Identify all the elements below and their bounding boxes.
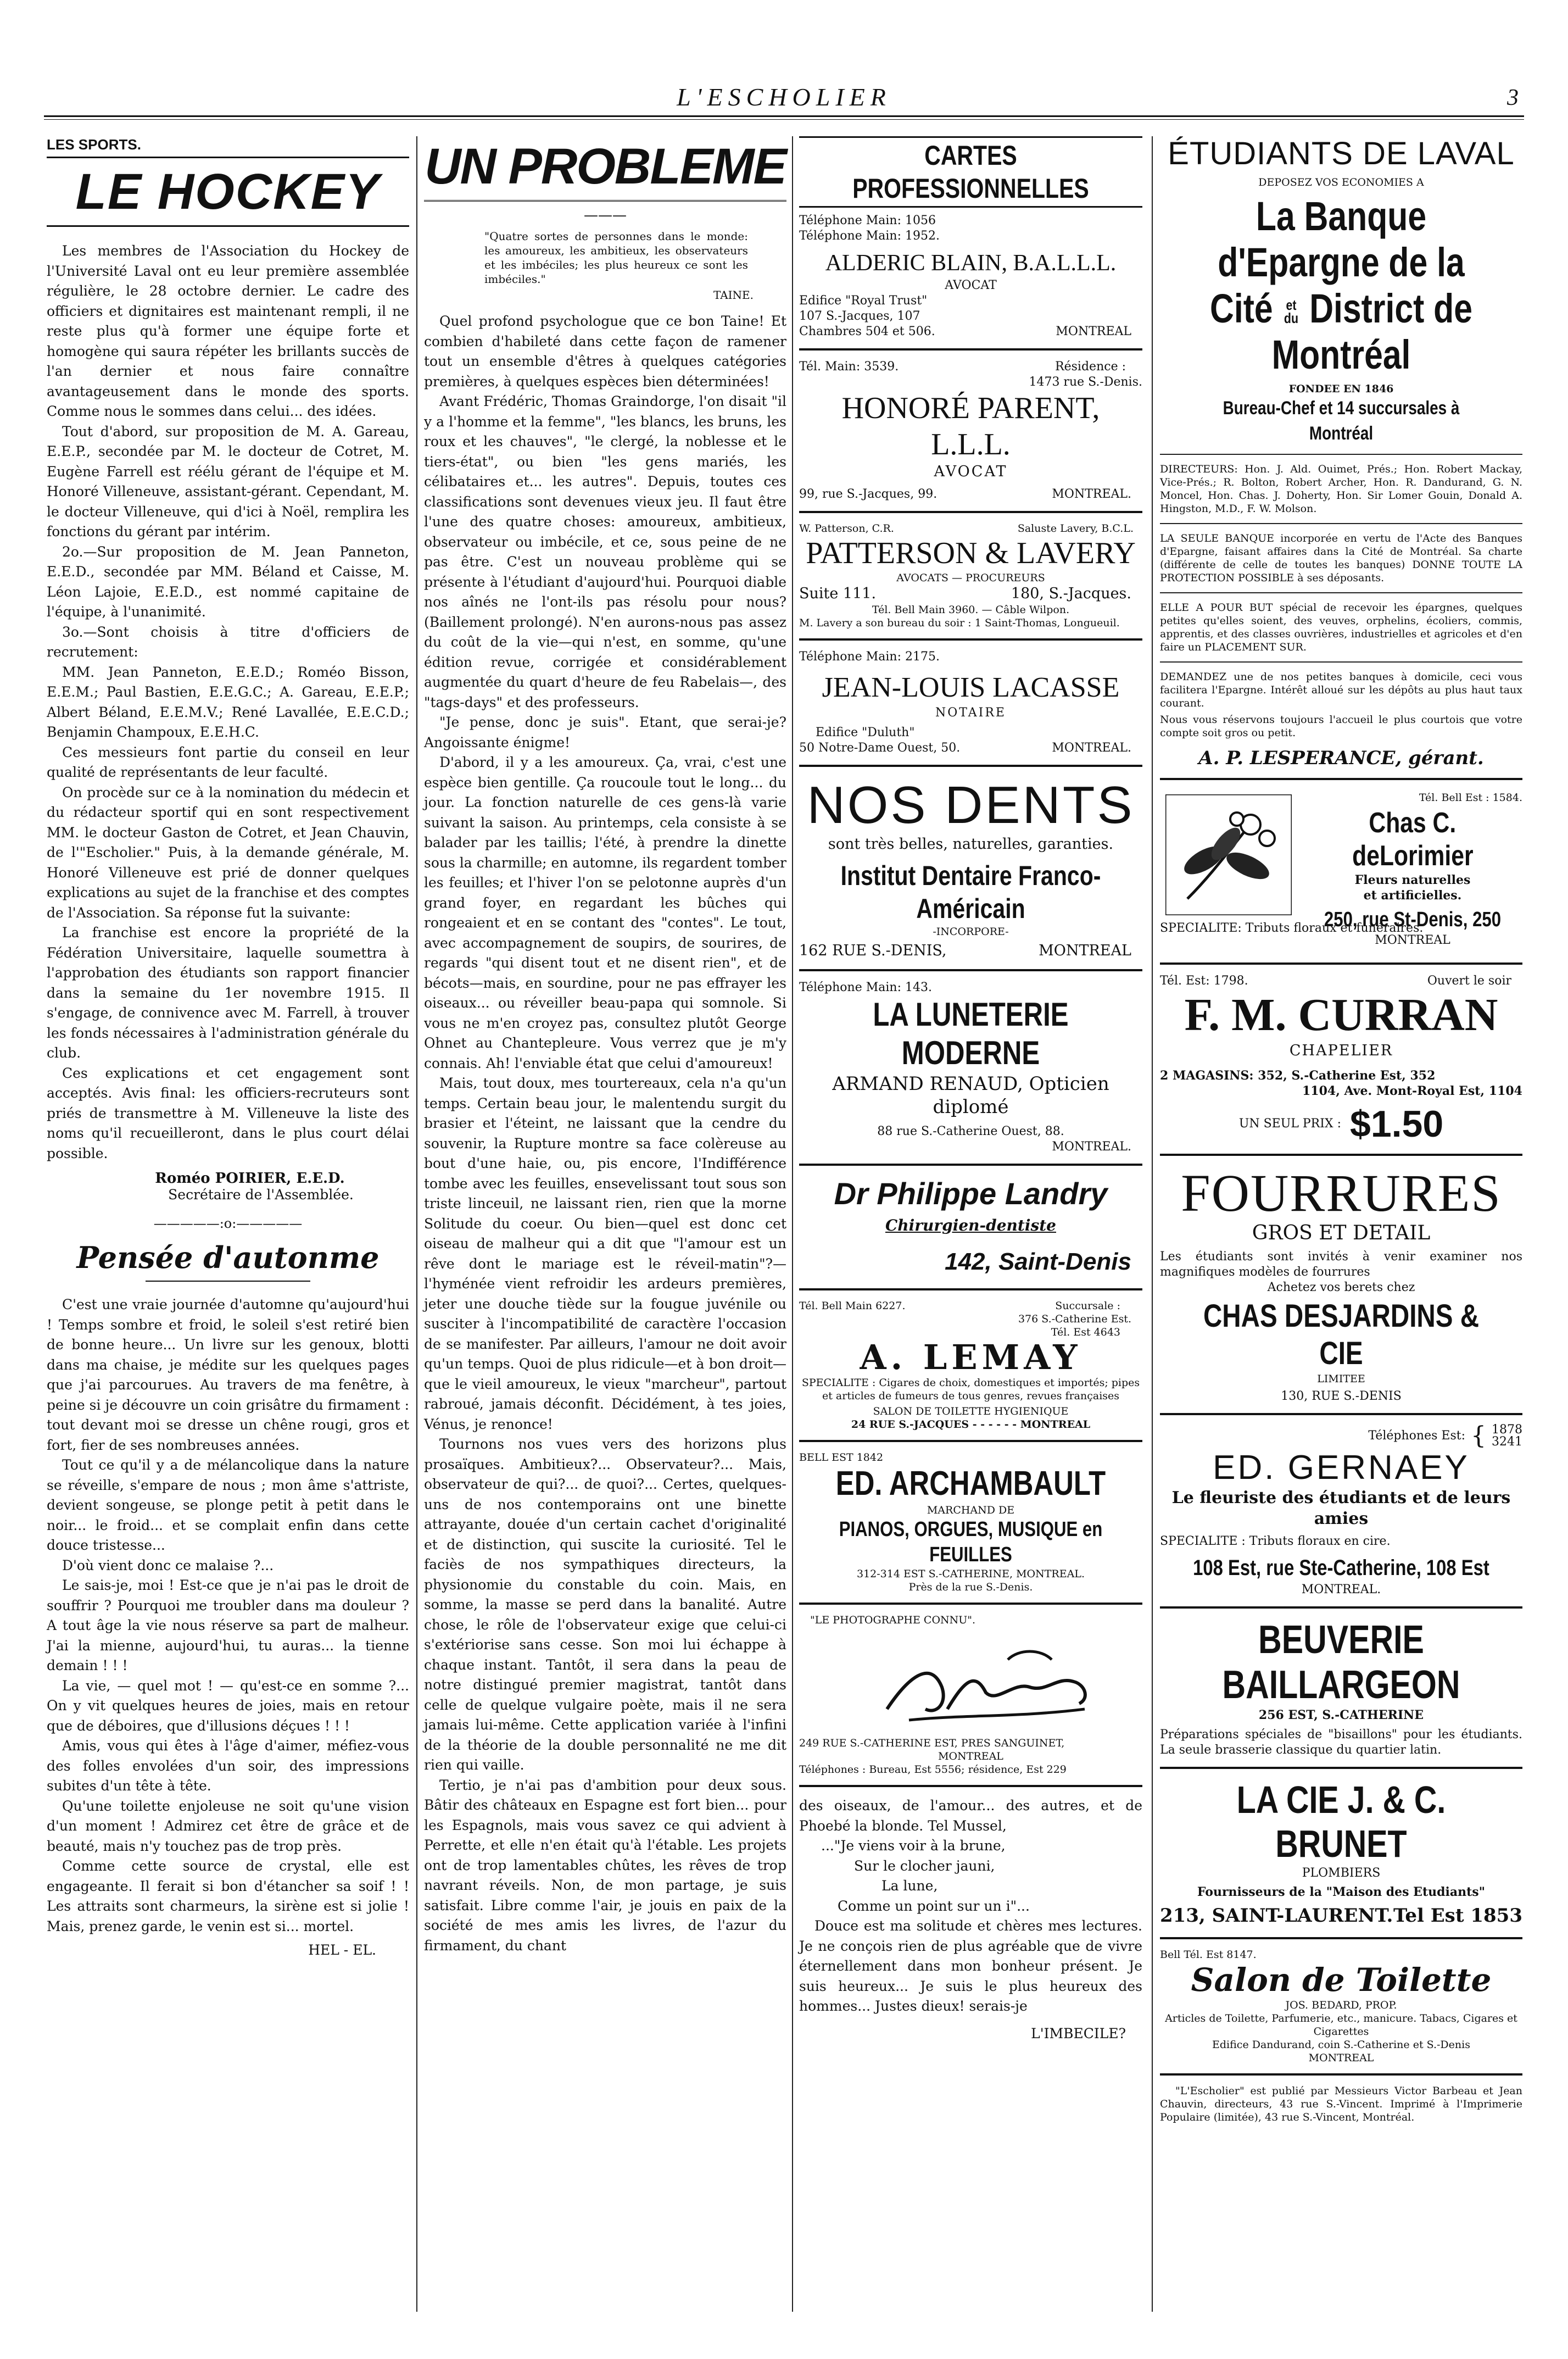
divider xyxy=(1160,778,1522,780)
divider xyxy=(799,1164,1142,1166)
ad-partner: W. Patterson, C.R. xyxy=(799,522,894,535)
ad-hours: Ouvert le soir xyxy=(1427,974,1511,988)
ad-tagline: "LE PHOTOGRAPHE CONNU". xyxy=(810,1614,976,1626)
paragraph: Tout ce qu'il y a de mélancolique dans la nature se réveille, s'empare de nous ; mon âme s'attriste, devient songeuse, se plonge petit à petit dans le noir... le froid... et se complait enfin dans cette douce tristesse... xyxy=(47,1457,409,1553)
ad-price-label: UN SEUL PRIX : xyxy=(1238,1117,1341,1131)
ad-address: 99, rue S.-Jacques, 99. xyxy=(799,487,938,501)
paragraph: Avant Frédéric, Thomas Graindorge, l'on disait "il y a l'homme et la femme", "les blancs, les bruns, les roux et les chauves", "le clergé, la noblesse et le tiers-état", ou bien "les gens mariés, les célibataires et... les autres". Depuis, toutes ces classifications sont devenues vieux jeu. Il faut être l'une des quatre choses: amoureux, ambitieux, observateur ou imbécile, et ce, sous peine de ne pas être. C'est un nouveau problème qui se présente à l'étudiant d'aujourd'hui. Pourquoi diable nos aînés ne l'ont-ils pas résolu pour nous? (Baillement prolongé). N'en aurons-nous pas assez du coût de la vie—qui n'est, en somme, qu'une édition revue, corrigée et considérablement augmentée du quart d'heure de feu Rabelais—, des "tags-days" et des professeurs. xyxy=(424,393,786,710)
ad-city: MONTREAL. xyxy=(1052,1140,1131,1154)
paragraph: La franchise est encore la propriété de la Fédération Universitaire, laquelle soumettra à l'approbation des étudiants son rapport financier dans la semaine du 1er novembre 1915. Il s'engage, de connivence avec M. Farrell, à trouver les fonds nécessaires à l'administration générale du club. xyxy=(47,925,409,1061)
poem-title: Pensée d'autonme xyxy=(76,1240,380,1275)
column-divider xyxy=(416,136,417,2312)
ad-phone: BELL EST 1842 xyxy=(799,1451,884,1464)
ad-dents xyxy=(799,776,1142,960)
divider xyxy=(1160,454,1522,455)
ad-text: Les étudiants sont invités à venir examiner nos magnifiques modèles de fourrures xyxy=(1160,1250,1522,1279)
signature-role: Secrétaire de l'Assemblée. xyxy=(168,1187,354,1203)
ad-address: 24 RUE S.-JACQUES - - - - - - MONTREAL xyxy=(851,1418,1091,1431)
paragraph: Tertio, je n'ai pas d'ambition pour deux sous. Bâtir des châteaux en Espagne est fort bien... pour les Espagnols, mais vous savez ce qui advient à Perrette, et elle n'en était qu'à l'étable. Les projets ont de trop lamentables chûtes, les rêves de trop navrant réveils. Non, de mon partage, je suis satisfait. Libre comme l'air, je jouis en paix de la société de mes amis les livres, de l'azur du firmament, du chant xyxy=(424,1777,786,1954)
ad-city: MONTREAL xyxy=(1039,942,1131,959)
ad-city: MONTREAL. xyxy=(1301,1583,1381,1596)
column-sports xyxy=(47,136,409,1958)
ad-name: Dr Philippe Landry xyxy=(834,1176,1108,1211)
column-divider xyxy=(1152,136,1153,2312)
ad-name: PATTERSON & LAVERY xyxy=(806,536,1136,570)
ad-city: MONTREAL xyxy=(938,1750,1003,1762)
ad-phone: Tél. Bell Est : 1584. xyxy=(1419,792,1522,804)
column-divider xyxy=(792,136,793,2312)
ad-branch-phone: Tél. Est 4643 xyxy=(1051,1326,1120,1338)
ad-phone-label: Téléphones Est: xyxy=(1368,1429,1465,1443)
paragraph: des oiseaux, de l'amour... des autres, et de Phoebé la blonde. Tel Mussel, xyxy=(799,1798,1142,1834)
ad-specialty: SPECIALITE: Tributs floraux et funéraires. xyxy=(1160,921,1424,935)
paragraph: C'est une vraie journée d'automne qu'aujourd'hui ! Temps sombre et froid, le soleil s'est retiré bien de bonne heure... Un livre sur les genoux, blotti dans ma chaise, je médite sur les quelques pages que j'ai parcourues. Au travers de ma fenêtre, à peine si je découvre un coin grisâtre du firmament : tout devant moi se dresse un chêne rougi, gros et fort, fier de ses nombreuses années. xyxy=(47,1297,409,1453)
ad-building: Edifice "Royal Trust" xyxy=(799,294,928,308)
ad-patterson xyxy=(799,522,1142,630)
ad-phone: Téléphone Main: 1952. xyxy=(799,229,940,243)
verse-line: Comme un point sur un i"... xyxy=(838,1898,1030,1914)
ad-phone: Tel Est 1853 xyxy=(1393,1905,1522,1927)
paragraph: Comme cette source de crystal, elle est engageante. Il ferait si bon d'étancher sa soif ! ! Les attraits sont charmeurs, la sirène est si jolie ! Mais, prenez garde, le venin est si... mortel. xyxy=(47,1858,409,1934)
ad-institute: Institut Dentaire Franco-Américain xyxy=(840,860,1101,924)
ad-name: LA CIE J. & C. BRUNET xyxy=(1236,1778,1446,1865)
bank-name-line1: La Banque d'Epargne de la xyxy=(1218,193,1465,285)
ad-address: 50 Notre-Dame Ouest, 50. xyxy=(799,741,961,755)
ad-curran xyxy=(1160,973,1522,1145)
divider xyxy=(146,1281,310,1282)
ad-lorimier xyxy=(1160,789,1522,954)
ad-city: MONTREAL xyxy=(1375,933,1450,947)
paragraph: Ces explications et cet engagement sont acceptés. Avis final: les officiers-recruteurs sont priés de transmettre à M. Villeneuve la liste des noms qu'il recueilleront, dans le plus court délai possible. xyxy=(47,1065,409,1161)
column-ads-right xyxy=(1160,136,1522,2124)
ad-lunetterie xyxy=(799,980,1142,1155)
ad-name: F. M. CURRAN xyxy=(1184,989,1498,1041)
ad-building: Edifice Dandurand, coin S.-Catherine et S.-Denis xyxy=(1212,2039,1470,2051)
ad-shop: 2 MAGASINS: 352, S.-Catherine Est, 352 xyxy=(1160,1069,1436,1083)
ad-address: 130, RUE S.-DENIS xyxy=(1281,1389,1402,1403)
ad-gernaey: Téléphones Est: { 1878 3241 ED. GERNAEY Le fleuriste des étudiants et de leurs amies SPECIALITE : Tributs floraux en cire. 108 Est, rue Ste-Catherine, 108 Est MONTREAL. xyxy=(1160,1422,1522,1596)
ad-name: JEAN-LOUIS LACASSE xyxy=(822,672,1120,703)
bank-notice: LA SEULE BANQUE incorporée en vertu de l'Acte des Banques d'Epargne, faisant affaires dans la Cité de Montréal. Sa charte (différente de celle de toutes les banques) DONNE TOUTE LA PROTECTION POSSIBLE à ses déposants. xyxy=(1160,532,1522,584)
bank-name-district: District de Montréal xyxy=(1271,286,1472,377)
ad-residence-label: Résidence : xyxy=(1055,360,1126,374)
ad-city: MONTREAL xyxy=(1056,325,1131,338)
divider xyxy=(1160,523,1522,524)
paragraph: Quel profond psychologue que ce bon Taine! Et combien d'habileté dans cette façon de ramener tout un ensemble d'êtres à quelques catégories premières, à quelques espèces bien déterminées! xyxy=(424,313,786,390)
article-body xyxy=(47,241,409,1164)
ad-blain xyxy=(799,213,1142,340)
ad-price: $1.50 xyxy=(1350,1103,1444,1145)
bank-demandez: DEMANDEZ une de nos petites banques à domicile, ceci vous facilitera l'Epargne. Intérêt alloué sur les dépôts au plus haut taux courant. xyxy=(1160,671,1522,709)
paragraph: Tout d'abord, sur proposition de M. A. Gareau, E.E.P., secondée par M. le docteur de Cotret, M. Eugène Farrell est réélu gérant de l'équipe et M. Honoré Villeneuve, assistant-gérant. Cependant, M. le docteur Villeneuve, qui d'ici à Noël, remplira les fonctions du gérant par intérim. xyxy=(47,423,409,539)
ad-subline: GROS ET DETAIL xyxy=(1252,1222,1431,1244)
paragraph: Qu'une toilette enjoleuse ne soit qu'une vision d'un moment ! Admirez cet être de grâce et de beauté, mais n'y touchez pas de trop près. xyxy=(47,1798,409,1854)
ad-name: Salon de Toilette xyxy=(1191,1961,1492,1999)
paragraph: MM. Jean Panneton, E.E.D.; Roméo Bisson, E.E.M.; Paul Bastien, E.E.G.C.; A. Gareau, E.E.P.; Albert Béland, E.E.M.V.; René Lavallée, E.E.C.D.; Benjamin Champoux, E.E.H.C. xyxy=(47,664,409,740)
ad-city: MONTREAL. xyxy=(1052,741,1131,755)
divider xyxy=(1160,1413,1522,1415)
paragraph: On procède sur ce à la nomination du médecin et du rédacteur sportif qui en sont respectivement MM. le docteur Gaston de Cotret, et Jean Chauvin, de l'"Escholier." Puis, à la demande générale, M. Honoré Villeneuve est prié de donner quelques explications au sujet de la franchise et des comptes de l'Association. Sa réponse fut la suivante: xyxy=(47,784,409,921)
paragraph: 2o.—Sur proposition de M. Jean Panneton, E.E.D., secondée par MM. Béland et Caisse, M. Léon Lajoie, E.E.D., est nommé capitaine de l'équipe, à l'unanimité. xyxy=(47,543,409,620)
bank-branches: Bureau-Chef et 14 succursales à Montréal xyxy=(1223,398,1460,444)
ad-phone: Tél. Bell Main 3960. — Câble Wilpon. xyxy=(872,604,1070,616)
paragraph: "Je pense, donc je suis". Etant, que serai-je? Angoissante énigme! xyxy=(424,714,786,750)
ad-role: AVOCAT xyxy=(945,279,997,292)
page-number: 3 xyxy=(1507,85,1519,110)
ad-phone-number: 3241 xyxy=(1492,1435,1522,1449)
verse-line: Sur le clocher jauni, xyxy=(854,1857,995,1874)
divider xyxy=(799,1603,1142,1605)
article-signature: L'IMBECILE? xyxy=(1031,2025,1126,2041)
ad-rooms: Chambres 504 et 506. xyxy=(799,325,935,338)
ad-building: Edifice "Duluth" xyxy=(816,726,915,739)
ad-role: AVOCAT xyxy=(934,463,1008,480)
ad-address: 107 S.-Jacques, 107 xyxy=(799,309,920,323)
ad-suite: Suite 111. xyxy=(799,585,877,602)
divider xyxy=(1160,962,1522,965)
verse-line: La lune, xyxy=(881,1878,938,1894)
paragraph: Douce est ma solitude et chères mes lectures. Je ne conçois rien de plus agréable que de vivre éternellement dans mon bonheur présent. Je suis heureux... Je suis le plus heureux des hommes... Justes dieux! serais-je xyxy=(799,1918,1142,2014)
ad-supplier: Fournisseurs de la "Maison des Etudiants" xyxy=(1197,1885,1486,1899)
ad-address: 162 RUE S.-DENIS, xyxy=(799,942,947,959)
masthead-title: L'ESCHOLIER xyxy=(677,83,891,111)
ad-name-part: Chas C. xyxy=(1369,807,1457,839)
ad-headline: FOURRURES xyxy=(1181,1164,1502,1222)
epigraph-source: TAINE. xyxy=(713,288,754,302)
divider xyxy=(799,1440,1142,1442)
ad-address: 249 RUE S.-CATHERINE EST, PRES SANGUINET, xyxy=(799,1737,1065,1749)
ad-fourrures xyxy=(1160,1165,1522,1404)
ad-residence: 1473 rue S.-Denis. xyxy=(1029,375,1142,389)
ad-specialty: SPECIALITE : Cigares de choix, domestiques et importés; pipes et articles de fumeurs de tous genres, revues françaises xyxy=(801,1377,1140,1402)
divider xyxy=(1160,1767,1522,1769)
bank-name-conj: et du xyxy=(1284,297,1298,327)
divider xyxy=(799,638,1142,641)
verse-line: ..."Je viens voir à la brune, xyxy=(821,1838,1006,1854)
article-body xyxy=(424,311,786,1956)
section-label: LES SPORTS. xyxy=(47,136,141,153)
ad-branch-label: Succursale : xyxy=(1055,1300,1120,1312)
ad-role: NOTAIRE xyxy=(935,706,1006,720)
poem-body xyxy=(47,1295,409,1937)
ad-text: Préparations spéciales de "bisaillons" pour les étudiants. La seule brasserie classique du quartier latin. xyxy=(1160,1728,1522,1757)
ad-lacasse xyxy=(799,649,1142,756)
ad-line: et artificielles. xyxy=(1363,888,1462,903)
ad-headline: ÉTUDIANTS DE LAVAL xyxy=(1168,136,1515,171)
paragraph: Amis, vous qui êtes à l'âge d'aimer, méfiez-vous des folles envolées d'un soir, des impressions subites d'un tête à tête. xyxy=(47,1738,409,1794)
ad-name: A. LEMAY xyxy=(860,1337,1082,1377)
ad-dumas xyxy=(799,1614,1142,1776)
ad-name: LA LUNETERIE MODERNE xyxy=(873,996,1069,1071)
ad-phone: Téléphone Main: 2175. xyxy=(799,650,940,664)
ad-beuverie xyxy=(1160,1617,1522,1758)
ad-phone: Téléphones : Bureau, Est 5556; résidence, Est 229 xyxy=(799,1763,1067,1776)
ad-ltd: LIMITEE xyxy=(1317,1373,1365,1385)
ad-address: 256 EST, S.-CATHERINE xyxy=(1258,1708,1424,1722)
ad-name: ALDERIC BLAIN, B.A.L.L.L. xyxy=(825,251,1117,276)
ad-subline: DEPOSEZ VOS ECONOMIES A xyxy=(1258,176,1424,188)
divider xyxy=(799,1785,1142,1787)
ad-phone: Tél. Main: 3539. xyxy=(799,360,899,374)
ad-branch-address: 376 S.-Catherine Est. xyxy=(1018,1313,1131,1325)
bank-purpose: ELLE A POUR BUT spécial de recevoir les épargnes, quelques petites qu'elles soient, des veuves, orphelins, écoliers, commis, apprentis, et des classes ouvrières, industrielles et agricoles et d'en faire un PLACEMENT SUR. xyxy=(1160,602,1522,653)
bank-directors: DIRECTEURS: Hon. J. Ald. Ouimet, Prés.; Hon. Robert Mackay, Vice-Prés.; R. Bolton, Robert Archer, Hon. R. Dandurand, G. N. Moncel, Hon. Chas. J. Doherty, Hon. Sir Lomer Gouin, Donald A. Hingston, M.D., F. W. Molson. xyxy=(1160,463,1522,515)
ad-city: MONTREAL. xyxy=(1052,487,1131,501)
ad-city: MONTREAL xyxy=(1308,2052,1374,2064)
cartes-header xyxy=(799,136,1142,208)
divider xyxy=(1160,661,1522,663)
ad-salon xyxy=(1160,1948,1522,2065)
divider xyxy=(799,511,1142,513)
divider xyxy=(1160,592,1522,593)
ad-tagline: Le fleuriste des étudiants et de leurs amies xyxy=(1171,1488,1511,1528)
ad-brunet xyxy=(1160,1778,1522,1928)
ad-role: PLOMBIERS xyxy=(1302,1866,1381,1880)
ad-articles: Articles de Toilette, Parfumerie, etc., manicure. Tabacs, Cigares et Cigarettes xyxy=(1165,2012,1517,2038)
ad-name: HONORÉ PARENT, L.L.L. xyxy=(841,391,1100,461)
divider xyxy=(1160,1606,1522,1609)
ad-text: Achetez vos berets chez xyxy=(1267,1281,1415,1294)
paragraph: D'abord, il y a les amoureux. Ça, vrai, c'est une espèce bien gentille. Ça roucoule tout le long... du jour. La fonction naturelle de ces gens-là varie suivant la saison. Au printemps, cela consiste à se balader par les taillis; l'été, à prendre la dinette sous la charmille; en automne, ils regardent tomber les feuilles; et l'hiver l'on se pelotonne auprès d'un grand foyer, en regardant les bûches qui rongeaient et en se contant des "contes". Le tout, avec accompagnement de soupirs, de sourires, de regards "qui disent tout et ne disent rien", et de bécots—mais, en sourdine, pour ne pas effrayer les oiseaux... ou réveiller beau-papa qui somnole. Si vous ne m'en croyez pas, consultez plutôt George Ohnet au Chantepleure. Vous verrez que je m'y connais. Ah! l'enviable état que celui d'amoureux! xyxy=(424,754,786,1071)
ad-banque-epargne xyxy=(1160,136,1522,769)
paragraph: Les membres de l'Association du Hockey de l'Université Laval ont eu leur première assemblée régulière, le 28 octobre dernier. Le cadre des officiers et dignitaires est maintenant rempli, il ne reste plus qu'à former une équipe forte et homogène qui saura répéter les brillants succès de l'an dernier et nous faire connaître avantageusement dans le monde des sports. Comme nous le sommes dans celui... des idées. xyxy=(47,243,409,419)
column-probleme xyxy=(424,136,786,1956)
ad-address: 88 rue S.-Catherine Ouest, 88. xyxy=(877,1125,1064,1138)
column-cartes xyxy=(799,136,1142,2041)
ad-name: CHAS DESJARDINS & CIE xyxy=(1203,1298,1480,1371)
bank-reservons: Nous vous réservons toujours l'accueil le plus courtois que votre compte soit gros ou petit. xyxy=(1160,714,1522,739)
divider xyxy=(47,157,409,158)
divider xyxy=(799,765,1142,767)
flower-illustration xyxy=(1165,794,1292,915)
paragraph: Mais, tout doux, mes tourtereaux, cela n'a qu'un temps. Certain beau jour, le malentendu surgit du brasier et l'éteint, ne laissant que la cendre du souvenir, la Rupture montre sa face colèreuse au bout d'une haie, ou, pis encore, l'Indifférence tombe avec les feuilles, ensevelissant tout sous son triste linceuil, ne laissant rien, rien que la morne Solitude du coeur. Ou bien—quel est donc cet oiseau de malheur qui a dit que "l'amour est un rêve dont le mariage est le réveil-matin"?—l'hyménée vient refroidir les ardeurs premières, jeter une douche tiède sur la fougue juvénile ou susciter à l'incompatibilité de caractère l'occasion de se manifester. Par ailleurs, l'amour ne doit avoir qu'un temps. Quoi de plus ridicule—et à bon droit—que le vieil amoureux, le vieux "marcheur", partout rabroué, jamais déconfit. Décidément, à tes joies, Vénus, je renonce! xyxy=(424,1075,786,1432)
cartes-title: CARTES PROFESSIONNELLES xyxy=(852,140,1089,204)
ad-name: BEUVERIE BAILLARGEON xyxy=(1222,1618,1460,1707)
bank-founded: FONDEE EN 1846 xyxy=(1288,383,1394,395)
ad-address: 108 Est, rue Ste-Catherine, 108 Est xyxy=(1193,1556,1489,1580)
ad-address: 180, S.-Jacques. xyxy=(1011,585,1131,602)
signature-name: Roméo POIRIER, E.E.D. xyxy=(155,1170,345,1187)
ad-address: 213, SAINT-LAURENT. xyxy=(1160,1905,1393,1927)
ad-name: NOS DENTS xyxy=(807,776,1135,834)
photographer-signature-logo xyxy=(799,1627,1142,1737)
poem-signature: HEL - EL. xyxy=(308,1942,376,1958)
ad-parent xyxy=(799,359,1142,502)
page-header xyxy=(44,82,1524,126)
divider xyxy=(799,348,1142,350)
paragraph: Tournons nos vues vers des horizons plus prosaïques. Ambitieux?... Observateur?... Mais, observateur de qui?... de quoi?... Certes, quelques-uns de nos contemporains ont une binette attrayante, douée d'un certain cachet d'originalité et de distinction, qui suscite la curiosité. Tel le faciès de nos sympathiques directeurs, la physionomie du constable du coin. Mais, en somme, la masse se perd dans la banalité. Autre chose, le rôle de l'observateur exige que celui-ci s'extériorise sans cesse. Son moi lui échappe à chaque instant. Tantôt, il sera dans la peau de notre distingué premier magistrat, tantôt dans celle de quelque vulgaire poète, mais il ne sera jamais lui-même. Cette application variée à l'infini de la théorie de la double personnalité ne me dit rien qui vaille. xyxy=(424,1436,786,1773)
ad-salon: SALON DE TOILETTE HYGIENIQUE xyxy=(873,1405,1069,1417)
paragraph: D'où vient donc ce malaise ?... xyxy=(62,1557,274,1573)
ad-phone: Bell Tél. Est 8147. xyxy=(1160,1949,1257,1961)
ad-phone-number: 1878 xyxy=(1492,1423,1522,1437)
ad-specialty: SPECIALITE : Tributs floraux en cire. xyxy=(1160,1534,1391,1548)
ad-partner: Saluste Lavery, B.C.L. xyxy=(1017,522,1134,535)
ad-lemay xyxy=(799,1299,1142,1431)
ad-line: Fleurs naturelles xyxy=(1354,873,1471,887)
bank-name-cite: Cité xyxy=(1210,286,1273,331)
article-title: UN PROBLEME xyxy=(424,136,786,202)
divider xyxy=(47,225,409,227)
ad-address: 142, Saint-Denis xyxy=(945,1248,1131,1275)
ad-role: AVOCATS — PROCUREURS xyxy=(896,572,1045,584)
ad-near: Près de la rue S.-Denis. xyxy=(908,1581,1033,1593)
ad-name: ED. ARCHAMBAULT xyxy=(835,1465,1106,1503)
ad-role: MARCHAND DE xyxy=(927,1504,1015,1516)
ad-shop: 1104, Ave. Mont-Royal Est, 1104 xyxy=(1302,1084,1522,1098)
divider xyxy=(1160,2073,1522,2076)
ad-landry xyxy=(799,1175,1142,1279)
ad-goods: PIANOS, ORGUES, MUSIQUE en FEUILLES xyxy=(839,1518,1103,1566)
ad-note: M. Lavery a son bureau du soir : 1 Saint-Thomas, Longueuil. xyxy=(799,617,1120,629)
ad-role: Chirurgien-dentiste xyxy=(885,1216,1056,1234)
article-continuation xyxy=(799,1796,1142,2017)
bank-manager: A. P. LESPERANCE, gérant. xyxy=(1198,747,1484,769)
ad-phone: Tél. Est: 1798. xyxy=(1160,974,1248,988)
paragraph: 3o.—Sont choisis à titre d'officiers de recrutement: xyxy=(47,624,409,660)
ad-address: 250, rue St-Denis, 250 xyxy=(1324,908,1502,931)
ad-proprietor: JOS. BEDARD, PROP. xyxy=(1285,1999,1397,2011)
colophon: "L'Escholier" est publié par Messieurs Victor Barbeau et Jean Chauvin, directeurs, 43 rue S.-Vincent. Imprimé à l'Imprimerie Populaire (limitée), 43 rue S.-Vincent, Montréal. xyxy=(1160,2085,1522,2123)
ad-tagline: sont très belles, naturelles, garanties. xyxy=(828,836,1114,853)
paragraph: Le sais-je, moi ! Est-ce que je n'ai pas le droit de souffrir ? Pourquoi me troubler dans ma douleur ? A tout âge la vie nous réserve sa part de malheur. J'ai la mienne, aujourd'hui, tu auras... la tienne demain ! ! ! xyxy=(47,1577,409,1673)
divider xyxy=(799,969,1142,971)
ad-phone: Tél. Bell Main 6227. xyxy=(799,1300,906,1312)
ad-incorporated: -INCORPORE- xyxy=(933,926,1009,938)
ad-name-part: deLorimier xyxy=(1352,840,1474,872)
header-rule xyxy=(44,115,1524,120)
ad-role: CHAPELIER xyxy=(1289,1042,1393,1059)
divider xyxy=(1160,1937,1522,1939)
ad-owner: ARMAND RENAUD, Opticien diplomé xyxy=(832,1073,1109,1118)
separator: —————:o:————— xyxy=(153,1216,303,1231)
paragraph: Ces messieurs font partie du conseil en leur qualité de représentants de leur faculté. xyxy=(47,744,409,780)
paragraph: La vie, — quel mot ! — qu'est-ce en somme ?... On y vit quelques heures de joies, mais en retour que de déboires, que d'illusions déçues ! ! ! xyxy=(47,1677,409,1734)
epigraph: "Quatre sortes de personnes dans le monde: les amoureux, les ambitieux, les observateurs et les imbéciles; les plus heureux ce sont les imbéciles." xyxy=(484,230,748,286)
ad-phone: Téléphone Main: 1056 xyxy=(799,214,936,227)
divider xyxy=(1160,1154,1522,1156)
divider xyxy=(799,1288,1142,1290)
title-dash: ——— xyxy=(584,207,627,224)
ad-name: ED. GERNAEY xyxy=(1213,1449,1470,1487)
ad-phone: Téléphone Main: 143. xyxy=(799,981,932,994)
ad-address: 312-314 EST S.-CATHERINE, MONTREAL. xyxy=(857,1568,1085,1580)
article-title: LE HOCKEY xyxy=(75,164,381,220)
ad-archambault xyxy=(799,1451,1142,1594)
